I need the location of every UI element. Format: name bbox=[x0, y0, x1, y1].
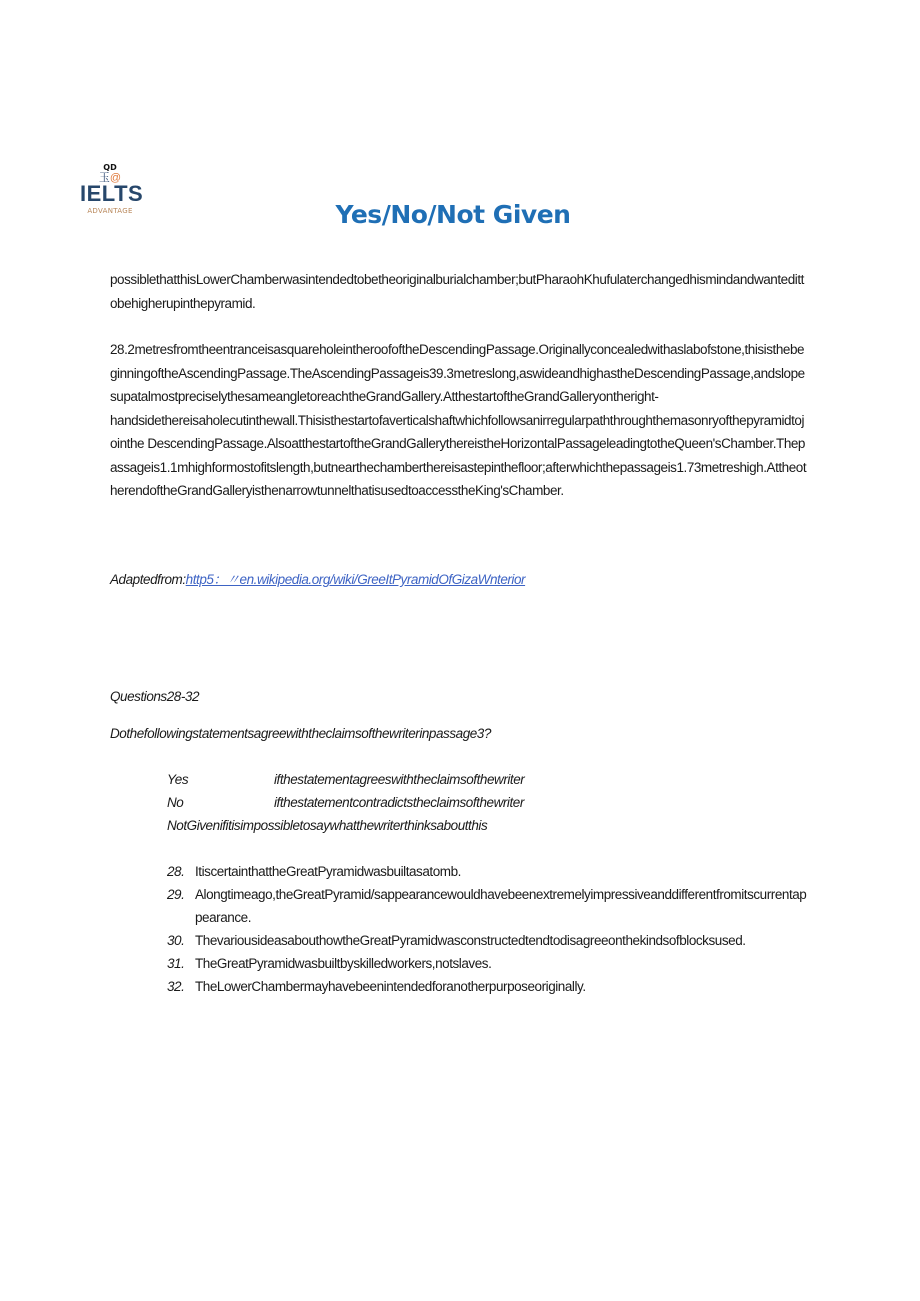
question-text: Alongtimeago,theGreatPyramid/sappearancewouldhavebeenextremelyimpressiveanddifferentfromitscurrentappearance. bbox=[195, 887, 807, 925]
question-text: ItiscertainthattheGreatPyramidwasbuiltasatomb. bbox=[195, 864, 461, 879]
passage-paragraph-2-part-a: 28.2metresfromtheentranceisasquareholeintheroofoftheDescendingPassage.Originallyconcealedwithaslabofstone,thisisthebeginningoftheAscendingPassage.TheAscendingPassageis39.3metreslong,aswideandhighastheDescendingPassage,andslopesupatalmostpreciselythesameangletoreachtheGrandGallery.AtthestartoftheGrandGalleryontheright- bbox=[110, 342, 805, 404]
question-number: 29. bbox=[167, 887, 185, 902]
legend-row-no bbox=[167, 791, 524, 814]
questions-heading: Questions28-32 bbox=[110, 689, 200, 704]
logo-at-icon: @ bbox=[109, 172, 122, 184]
legend-desc: ifitisimpossibletosaywhatthewriterthinksaboutthis bbox=[219, 818, 488, 833]
passage-paragraph-2 bbox=[110, 338, 810, 503]
logo-glyph-icon: 玉 bbox=[98, 172, 110, 184]
question-text: TheGreatPyramidwasbuiltbyskilledworkers,notslaves. bbox=[195, 956, 492, 971]
legend-row-yes bbox=[167, 768, 524, 791]
legend-row-not-given bbox=[167, 814, 524, 837]
question-number: 30. bbox=[167, 933, 185, 948]
legend-desc: ifthestatementagreeswiththeclaimsofthewriter bbox=[274, 772, 525, 787]
logo-main-text: IELTS bbox=[80, 181, 144, 206]
page-title: Yes/No/Not Given bbox=[335, 200, 571, 229]
logo-sub-text: ADVANTAGE bbox=[87, 207, 133, 215]
source-attribution bbox=[110, 568, 810, 592]
legend-desc: ifthestatementcontradictstheclaimsofthewriter bbox=[274, 795, 524, 810]
source-link[interactable]: http5：〃en.wikipedia.org/wiki/GreeItPyramidOfGizaWnterior bbox=[185, 572, 526, 587]
questions-instruction: Dothefollowingstatementsagreewiththeclaimsofthewriterinpassage3? bbox=[110, 726, 491, 741]
question-item bbox=[167, 952, 812, 975]
answer-legend bbox=[167, 768, 524, 837]
legend-key: Yes bbox=[167, 772, 189, 787]
question-number: 31. bbox=[167, 956, 185, 971]
logo-qd-text: QD bbox=[103, 163, 117, 172]
passage-paragraph-1: possiblethatthisLowerChamberwasintendedtobetheoriginalburialchamber;butPharaohKhufulaterchangedhismindandwantedittobehigherupinthepyramid. bbox=[110, 272, 804, 311]
legend-key: No bbox=[167, 795, 184, 810]
question-number: 32. bbox=[167, 979, 185, 994]
question-item bbox=[167, 975, 812, 998]
legend-key: NotGiven bbox=[167, 818, 220, 833]
question-list bbox=[167, 860, 812, 998]
question-item bbox=[167, 929, 812, 952]
question-item bbox=[167, 860, 812, 883]
question-text: TheLowerChambermayhavebeenintendedforanotherpurposeoriginally. bbox=[195, 979, 586, 994]
question-item bbox=[167, 883, 812, 929]
passage-paragraph-2-part-b: handsidethereisaholecutinthewall.Thisisthestartofaverticalshaftwhichfollowsanirregularpaththroughthemasonryofthepyramidtojointhe DescendingPassage.AlsoatthestartoftheGrandGallerythereistheHorizontalPassageleadingtotheQueen'sChamber.Thepassageis1.1mhighformostofitslength,butnearthechamberthereisastepinthefloor;afterwhichthepassageis1.73metreshigh.AttheotherendoftheGrandGalleryisthenarrowtunnelthatisusedtoaccesstheKing'sChamber. bbox=[110, 412, 807, 498]
source-label: Adaptedfrom: bbox=[110, 572, 186, 587]
question-text: ThevariousideasabouthowtheGreatPyramidwasconstructedtendtodisagreeonthekindsofblocksused. bbox=[195, 933, 746, 948]
question-number: 28. bbox=[167, 864, 185, 879]
